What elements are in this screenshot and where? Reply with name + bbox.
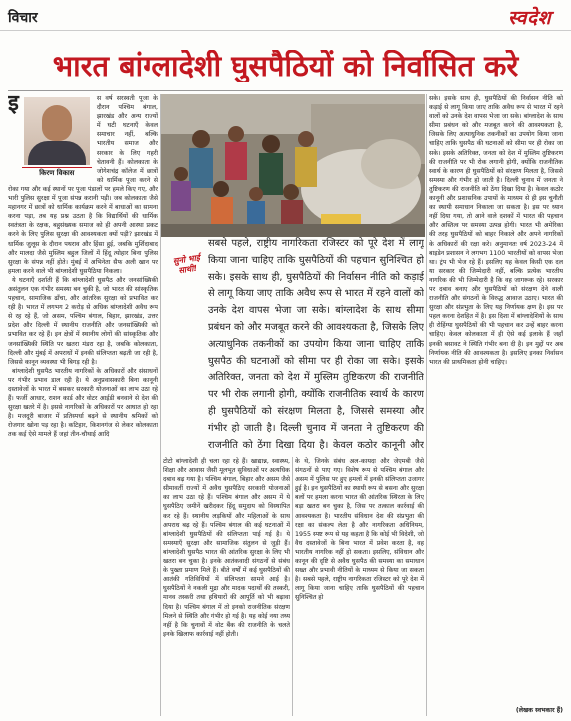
paragraph: ये घटनाएँ दर्शाती हैं कि बांग्लादेशी घुसपैठ और जनसांख्यिकी असंतुलन एक गंभीर समस्या बन चुकी है, जो भारत की सांस्कृतिक पहचान, सामाजिक ढाँचा, और आंतरिक सुरक्षा को प्रभावित कर रही है। भारत में लगभग 2 करोड़ से अधिक बांग्लादेशी अवैध रूप से रह रहे हैं, जो असम, पश्चिम बंगाल, बिहार, झारखंड, उत्तर प्रदेश और दिल्ली में स्थानीय राजनीति और जनसांख्यिकी को प्रभावित कर रहे हैं। इन क्षेत्रों में स्थानीय लोगों की सांस्कृतिक और जनसांख्यिकी स्थिति पर खतरा मंडरा रहा है, जबकि कोलकाता, दिल्ली और मुंबई में अपराधों में इनकी संलिप्तता बढ़ती जा रही है, जिससे कानून व्यवस्था भी बिगड़ रही है। — [8, 276, 158, 366]
masthead-logo: स्वदेश — [508, 7, 551, 29]
column-3 — [295, 457, 424, 716]
column-4 — [429, 94, 563, 706]
headline-rule — [8, 90, 563, 91]
paragraph: के थे, जिनके संबंध अल-कायदा और जेएमबी जैसे संगठनों से पाए गए। विशेष रूप से पश्चिम बंगाल और असम में पुलिस पर हुए हमलों में इनकी संलिप्तता उजागर हुई है। इन घुसपैठियों का स्थायी रूप से बसना और सुरक्षा बलों पर हमला करना भारत की आंतरिक स्थिरता के लिए बड़ा खतरा बन चुका है, जिस पर तत्काल कार्रवाई की आवश्यकता है। भारतीय संविधान देश की संप्रभुता की रक्षा का संकल्प लेता है और नागरिकता अधिनियम, 1955 स्पष्ट रूप से यह कहता है कि कोई भी विदेशी, जो वैध दस्तावेजों के बिना भारत में प्रवेश करता है, वह भारतीय नागरिक नहीं हो सकता। इसलिए, संविधान और कानून की दृष्टि से अवैध घुसपैठ की समस्या का समाधान सख्त और प्रभावी नीतियों के माध्यम से किया जा सकता है। सबसे पहले, राष्ट्रीय नागरिकता रजिस्टर को पूरे देश में लागू किया जाना चाहिए ताकि घुसपैठियों की पहचान सुनिश्चित हो — [295, 458, 424, 602]
column-1 — [8, 94, 158, 716]
highlight-text — [162, 236, 424, 454]
author-face — [42, 105, 72, 141]
column-divider — [292, 457, 293, 716]
column-divider — [426, 94, 427, 716]
paragraph — [8, 94, 158, 276]
headline: भारत बांग्लादेशी घुसपैठियों को निर्वासित करे — [52, 50, 519, 82]
paragraph-text: स वर्ष सरस्वती पूजा के दौरान पश्चिम बंगाल, झारखंड और अन्य राज्यों में घटी घटनाएँ केवल समाचार नहीं, बल्कि भारतीय समाज और सरकार के लिए गहरी चेतावनी हैं। कोलकाता के जोगेशचंद्र कॉलेज में छात्रों को धार्मिक पूजा करने से रोका गया और कई स्थानों पर पूजा पंडालों पर हमले किए गए, और भारी पुलिस सुरक्षा में पूजा संपन्न करानी पड़ी। जब कोलकाता जैसे महानगर में छात्रों को धार्मिक कार्यक्रम करने में बाधाओं का सामना करना पड़ा, तब यह प्रश्न उठता है कि विद्यार्थियों की धार्मिक स्वतंत्रता के रक्षक, बहुसंख्यक समाज को ही अपनी आस्था प्रकट करने के लिए पुलिस सुरक्षा की आवश्यकता क्यों पड़ी? झारखंड में धार्मिक जुलूस के दौरान पथराव और हिंसा हुई, जबकि मुर्शिदाबाद और मालदा जैसे मुस्लिम बहुल जिलों में हिंदू त्योहार बिना पुलिस सुरक्षा के संपन्न नहीं होते। मुंबई में अभिनेता सैफ अली खान पर हमला करने वाले भी बांग्लादेशी घुसपैठिया निकला। — [8, 95, 158, 275]
section-tag: विचार — [8, 10, 38, 26]
column-2 — [163, 457, 290, 716]
crowd-image — [161, 94, 425, 237]
highlight-paragraph: सबसे पहले, राष्ट्रीय नागरिकता रजिस्टर को पूरे देश में लागू किया जाना चाहिए ताकि घुसपैठियों की पहचान सुनिश्चित हो सके। इसके साथ ही, घुसपैठियों की निर्वासन नीति को कड़ाई से लागू किया जाए ताकि अवैध रूप से भारत में रहने वालों को उनके देश वापस भेजा जा सके। बांग्लादेश के साथ सीमा प्रबंधन को और मजबूत करने की आवश्यकता है, जिसके लिए अत्याधुनिक तकनीकों का उपयोग किया जाना चाहिए ताकि घुसपैठ की घटनाओं को सीमा पर ही रोका जा सके। इसके अतिरिक्त, जनता को देश में मुस्लिम तुष्टिकरण की राजनीति पर भी रोक लगानी होगी, क्योंकि राजनीतिक स्वार्थ के कारण ही घुसपैठियों को संरक्षण मिलता है, जिससे समस्या और गंभीर हो जाती है। दिल्ली चुनाव में जनता ने तुष्टिकरण की राजनीति को ठेंगा दिखा दिया है। केवल कठोर कानूनी और — [208, 238, 424, 451]
author-photo — [24, 97, 90, 165]
callout-badge: सुनो भाई साथी! — [172, 252, 201, 276]
dropcap: इ — [8, 94, 19, 116]
news-photo — [161, 94, 425, 237]
author-box — [22, 97, 92, 178]
byline: (लेखक स्वभकार हैं) — [515, 707, 563, 714]
paragraph: टोटो बांग्लादेशी ही चला रहा रहे हैं। खाद्यान्न, स्वास्थ्य, शिक्षा और आवास जैसी मूलभूत सुविधाओं पर अत्यधिक दबाव बढ़ गया है। पश्चिम बंगाल, बिहार और असम जैसे सीमावर्ती राज्यों में अवैध घुसपैठिए सरकारी योजनाओं का लाभ उठा रहे हैं। पश्चिम बंगाल और असम में ये घुसपैठिए जमीनें खरीदकर हिंदू समुदाय को विस्थापित कर रहे हैं। स्थानीय लड़कियों और महिलाओं के साथ अपराध बढ़ रहे हैं। पश्चिम बंगाल की कई घटनाओं में बांग्लादेशी घुसपैठियों की संलिप्तता पाई गई है। ये समस्याएँ सुरक्षा और सामाजिक संतुलन से जुड़ी हैं। बांग्लादेशी घुसपैठ भारत की आंतरिक सुरक्षा के लिए भी खतरा बन चुका है। इनके आतंकवादी संगठनों से संबंध के पुख्ता प्रमाण मिले हैं। बीते वर्षों में कई घुसपैठियों की आतंकी गतिविधियों में संलिप्तता सामने आई है। घुसपैठियों ने नकली मुद्रा और मादक पदार्थों की तस्करी, मानव तस्करी तथा हथियारों की आपूर्ति को भी बढ़ावा दिया है। पश्चिम बंगाल में तो इनको राजनीतिक संरक्षण मिलने से स्थिति और गंभीर हो गई है। यह कोई नया तथ्य नहीं है कि चुनावों में वोट बैंक की राजनीति के चलते इनके खिलाफ कार्रवाई नहीं होती। — [163, 458, 290, 638]
author-body — [28, 141, 86, 165]
paragraph: बांग्लादेशी घुसपैठ भारतीय नागरिकों के अधिकारों और संसाधनों पर गंभीर प्रभाव डाल रही है। ये अनुप्रवासकारी बिना कानूनी दस्तावेजों के भारत में बसकर सरकारी योजनाओं का लाभ उठा रहे हैं। फर्जी आधार, राशन कार्ड और वोटर आईडी बनवाने से देश की सुरक्षा खतरे में है। इससे नागरिकों के अधिकारों पर आघात हो रहा है। मजदूरी बाजार में प्रतिस्पर्धा बढ़ने से स्थानीय श्रमिकों को रोजगार खोना पड़ रहा है। कटिहार, किशनगंज से लेकर कोलकाता तक कई ऐसे मामले हैं जहां तीन-चौथाई आदि — [8, 367, 158, 439]
paragraph: सके। इसके साथ ही, घुसपैठियों की निर्वासन नीति को कड़ाई से लागू किया जाए ताकि अवैध रूप से भारत में रहने वालों को उनके देश वापस भेजा जा सके। बांग्लादेश के साथ सीमा प्रबंधन को और मजबूत करने की आवश्यकता है, जिसके लिए अत्याधुनिक तकनीकों का उपयोग किया जाना चाहिए ताकि घुसपैठ की घटनाओं को सीमा पर ही रोका जा सके। इसके अतिरिक्त, जनता को देश में मुस्लिम तुष्टिकरण की राजनीति पर भी रोक लगानी होगी, क्योंकि राजनीतिक स्वार्थ के कारण ही घुसपैठियों को संरक्षण मिलता है, जिससे समस्या और गंभीर हो जाती है। दिल्ली चुनाव में जनता ने तुष्टिकरण की राजनीति को ठेंगा दिखा दिया है। केवल कठोर कानूनी और प्रशासनिक उपायों के माध्यम से ही इस चुनौती का स्थायी समाधान निकाला जा सकता है। इस पर ध्यान नहीं दिया गया, तो आने वाले दशकों में भारत की पहचान और अस्तित्व पर समस्या उत्पन्न होगी। भारत भी अमेरिका की तरह घुसपैठियों को बाहर निकाले और अपने नागरिकों के अधिकारों की रक्षा करे। अनुमानतः वर्ष 2023-24 में बाइडेन प्रशासन ने लगभग 1100 भारतीयों को वापस भेजा था। ट्रंप भी भेज रहे हैं। इसलिए यह केवल किसी एक दल या सरकार की जिम्मेदारी नहीं, बल्कि प्रत्येक भारतीय नागरिक की भी जिम्मेदारी है कि वह जागरूक रहे। सरकार पर दबाव बनाए और घुसपैठियों को संरक्षण देने वाली राजनीति और संगठनों के विरुद्ध आवाज उठाए। भारत की सुरक्षा और संप्रभुता के लिए यह निर्णायक क्षण है। इस पर पहल करना देशहित में है। इस दिशा में बांग्लादेशियों के साथ ही रोहिंग्या घुसपैठियों की भी पहचान कर उन्हें बाहर करना चाहिए। केवल कोलकाता में ही ऐसे कई इलाके हैं जहाँ इनकी बसावट ने स्थिति गंभीर बना दी है। इन मुद्दों पर अब निर्णायक नीति की आवश्यकता है। इसलिए इनका निर्वासन भारत की प्राथमिकता होनी चाहिए। — [429, 95, 563, 366]
page-header — [0, 0, 571, 31]
author-name: किरण विकास — [22, 167, 92, 178]
